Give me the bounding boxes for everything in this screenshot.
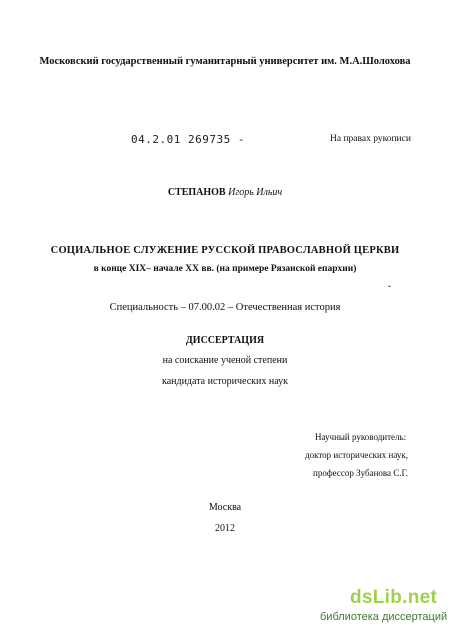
watermark-logo: dsLib.net bbox=[350, 587, 438, 608]
city: Москва bbox=[208, 502, 242, 513]
manuscript-rights-note: На правах рукописи bbox=[330, 134, 411, 144]
supervisor-degree: доктор исторических наук, bbox=[305, 450, 408, 460]
dissertation-heading: ДИССЕРТАЦИЯ bbox=[185, 335, 265, 346]
thesis-title: СОЦИАЛЬНОЕ СЛУЖЕНИЕ РУССКОЙ ПРАВОСЛАВНОЙ ЦЕРКВИ bbox=[50, 245, 400, 256]
author-name bbox=[0, 187, 450, 198]
year: 2012 bbox=[215, 523, 235, 534]
watermark-caption: библиотека диссертаций bbox=[320, 611, 448, 623]
supervisor-name: профессор Зубанова С.Г. bbox=[313, 468, 408, 478]
university-name: Московский государственный гуманитарный университет им. М.А.Шолохова bbox=[39, 56, 411, 67]
degree-seeking-line: на соискание ученой степени bbox=[162, 355, 288, 366]
specialty-line: Специальность – 07.00.02 – Отечественная история bbox=[109, 302, 341, 313]
thesis-subtitle: в конце XIX– начале XX вв. (на примере Рязанской епархии) bbox=[93, 264, 357, 274]
stray-mark: ˇ bbox=[388, 284, 391, 294]
library-stamp-number: 04.2.01 269735 - bbox=[131, 133, 245, 146]
degree-name: кандидата исторических наук bbox=[161, 376, 289, 387]
supervisor-label: Научный руководитель: bbox=[315, 432, 407, 442]
author-last-name: СТЕПАНОВ bbox=[167, 187, 226, 198]
author-first-names: Игорь Ильич bbox=[228, 187, 283, 198]
